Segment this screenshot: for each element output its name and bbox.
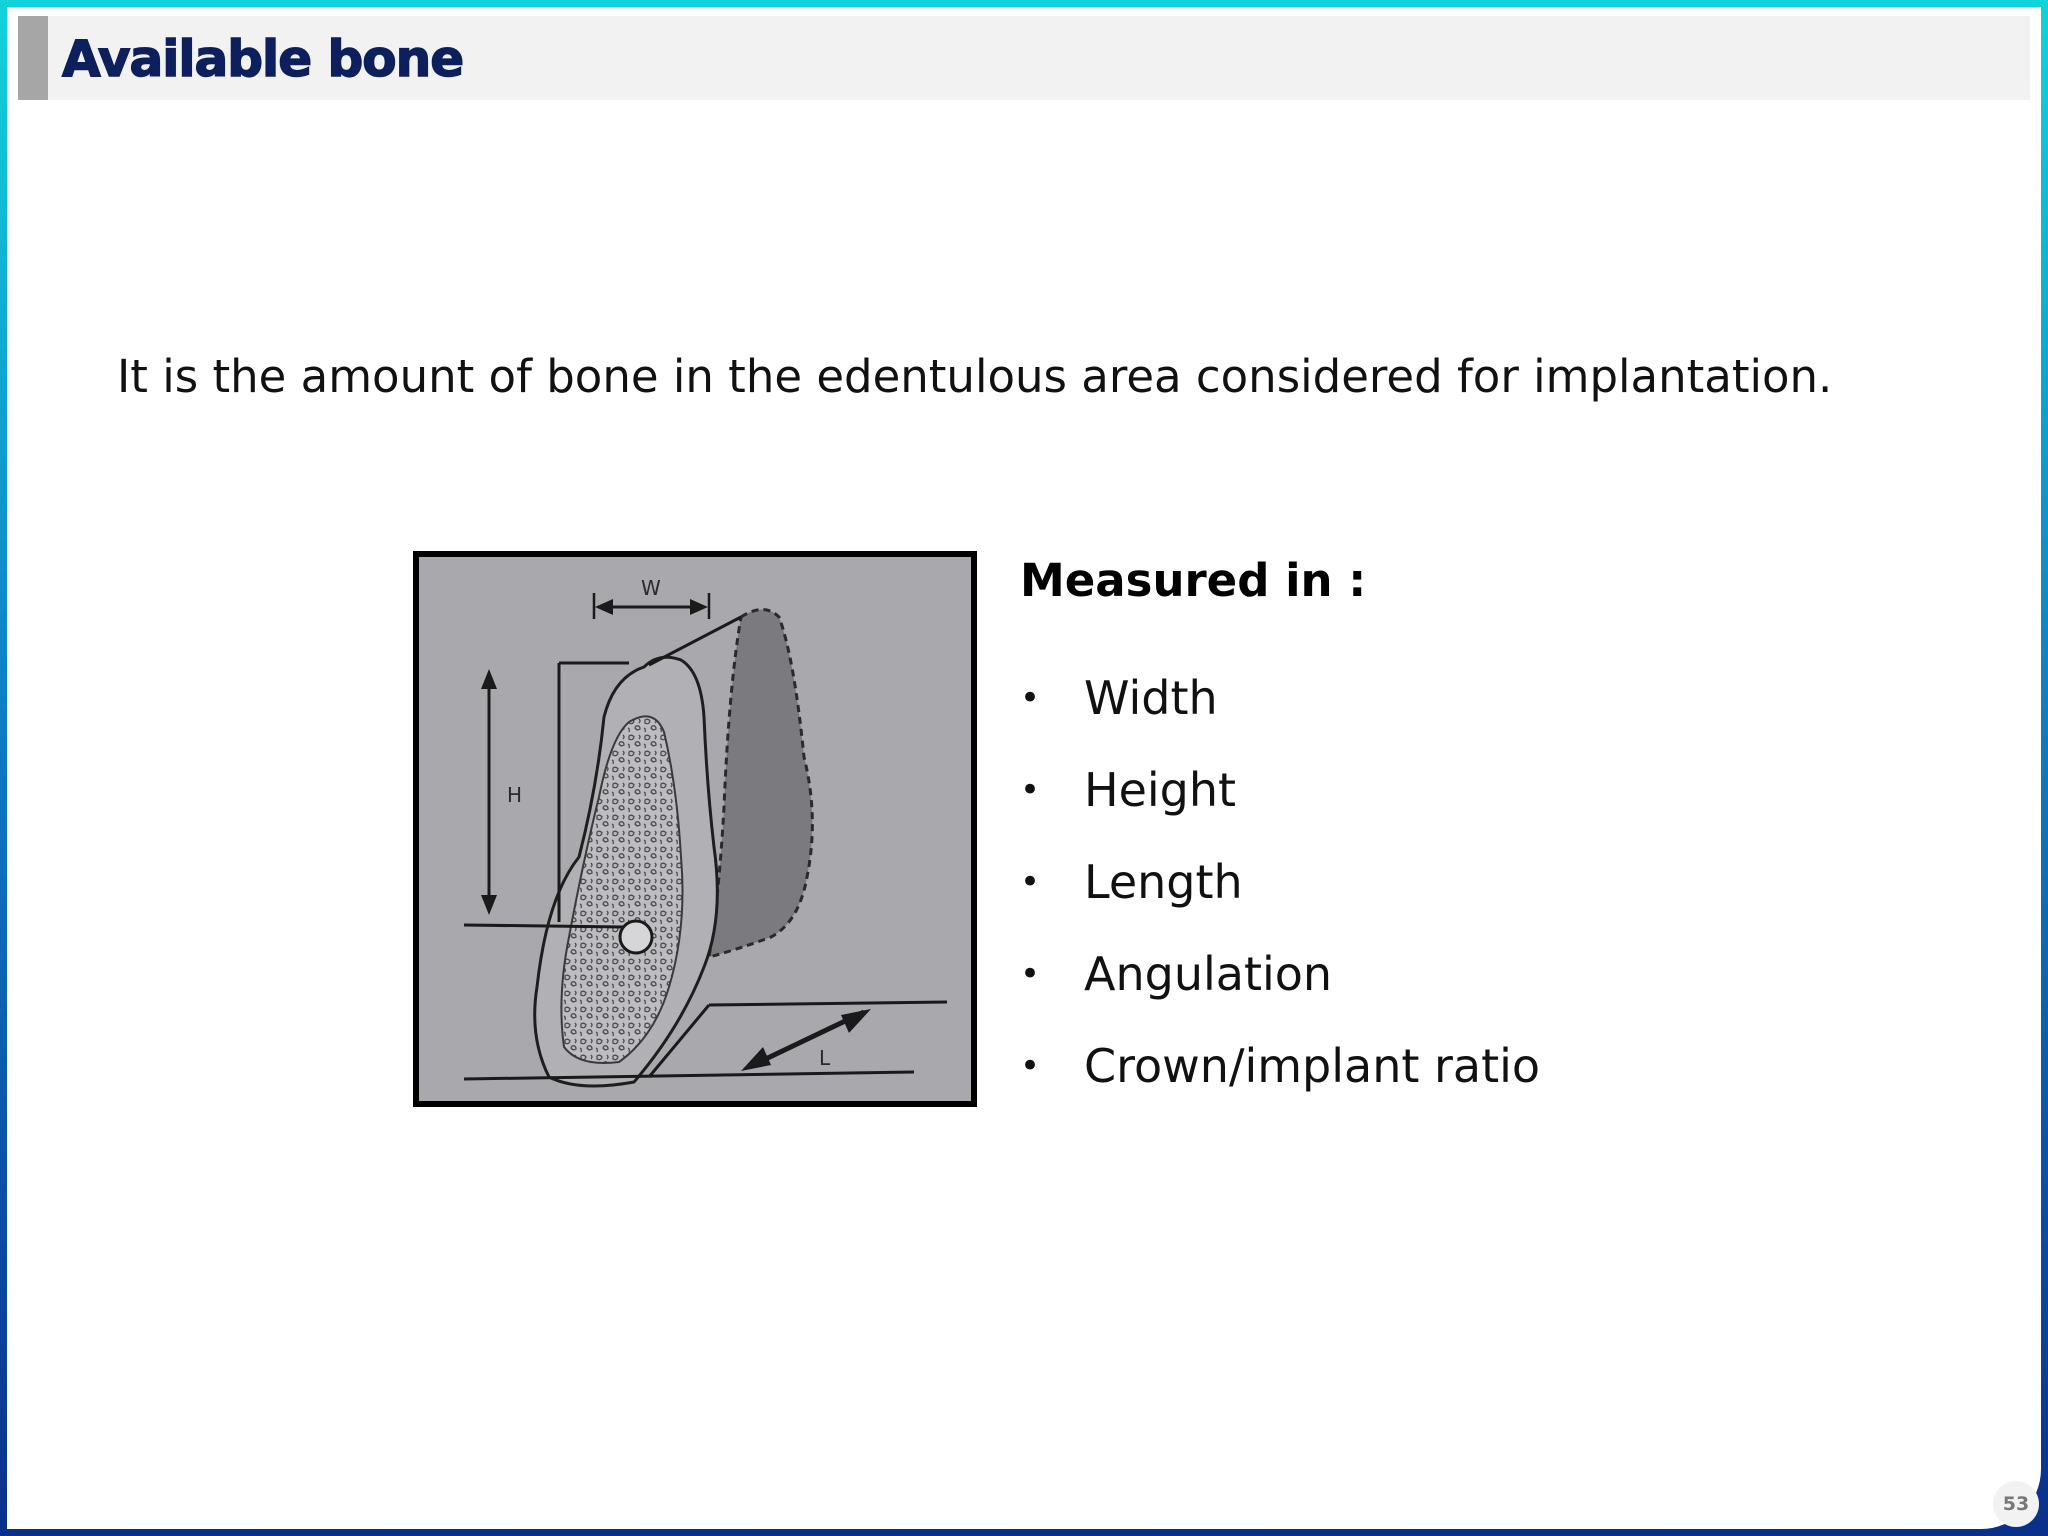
bullet-icon: • bbox=[1020, 1046, 1041, 1086]
bullet-icon: • bbox=[1020, 678, 1041, 718]
intro-text: It is the amount of bone in the edentulous area considered for implantation. bbox=[117, 350, 1833, 403]
list-item bbox=[1020, 1036, 1540, 1128]
list-item-label: Length bbox=[1084, 855, 1243, 909]
bone-diagram-svg bbox=[419, 557, 971, 1101]
bullet-icon: • bbox=[1020, 862, 1041, 902]
list-item bbox=[1020, 760, 1540, 852]
bullet-icon: • bbox=[1020, 954, 1041, 994]
list-item bbox=[1020, 852, 1540, 944]
page-number: 53 bbox=[1993, 1481, 2039, 1527]
measured-heading: Measured in : bbox=[1020, 554, 1367, 607]
list-item-label: Width bbox=[1084, 671, 1218, 725]
title-accent bbox=[18, 16, 48, 100]
list-item bbox=[1020, 944, 1540, 1036]
bullet-icon: • bbox=[1020, 770, 1041, 810]
list-item bbox=[1020, 668, 1540, 760]
measurement-list bbox=[1020, 668, 1540, 1128]
height-label: H bbox=[507, 783, 523, 807]
list-item-label: Height bbox=[1084, 763, 1237, 817]
list-item-label: Crown/implant ratio bbox=[1084, 1039, 1541, 1093]
adjacent-region bbox=[709, 610, 812, 958]
implant-site bbox=[620, 921, 652, 953]
length-label: L bbox=[819, 1046, 831, 1070]
list-item-label: Angulation bbox=[1084, 947, 1333, 1001]
width-label: W bbox=[641, 576, 661, 600]
slide-title: Available bone bbox=[62, 30, 464, 88]
bone-diagram bbox=[413, 551, 977, 1107]
